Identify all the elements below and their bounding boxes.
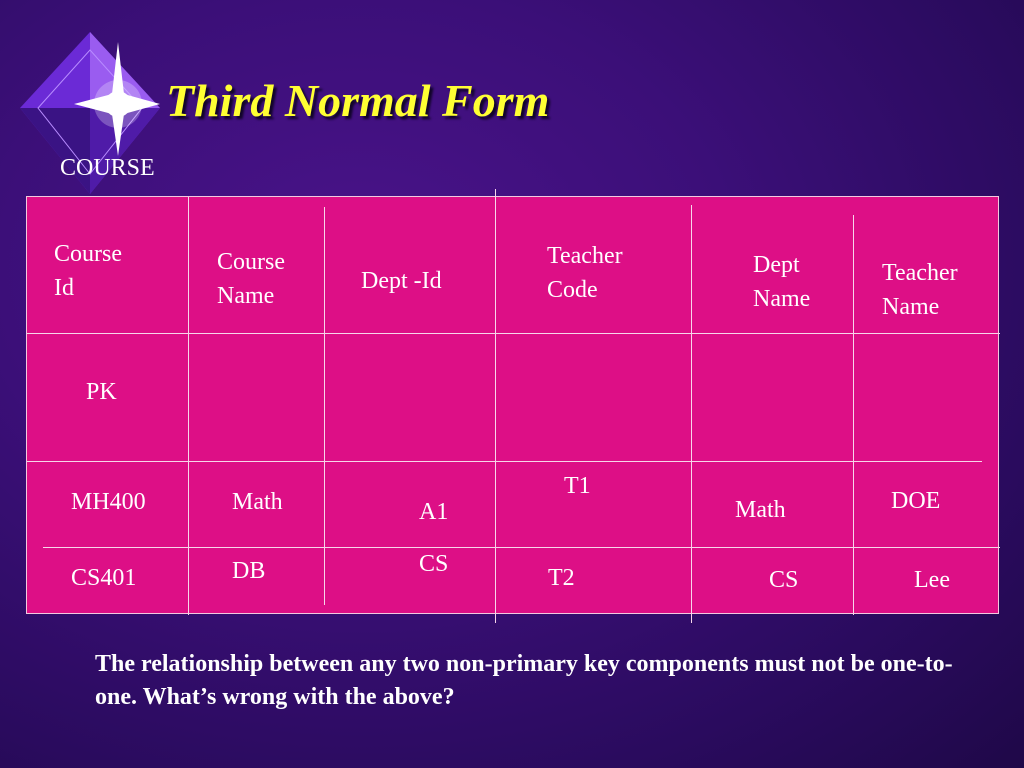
row2-dept-id: CS (419, 551, 449, 577)
slide-title: Third Normal Form (166, 75, 550, 126)
row2-course-id: CS401 (71, 565, 137, 591)
header-teacher-code: Teacher Code (547, 243, 623, 303)
row1-dept-id: A1 (419, 499, 449, 525)
grid-line (27, 461, 982, 462)
row2-course-name: DB (232, 558, 266, 584)
header-course-name: Course Name (217, 249, 285, 309)
grid-line (188, 197, 189, 615)
row1-dept-name: Math (735, 497, 786, 523)
row2-dept-name: CS (769, 567, 799, 593)
row1-course-id: MH400 (71, 489, 146, 515)
grid-line (324, 207, 325, 605)
grid-line (27, 333, 1000, 334)
row2-teacher-code: T2 (548, 565, 575, 591)
grid-line (853, 215, 854, 615)
header-dept-name: Dept Name (753, 252, 811, 312)
header-teacher-name: Teacher Name (882, 260, 958, 320)
row1-course-name: Math (232, 489, 283, 515)
table-name-label: COURSE (60, 155, 155, 181)
row1-teacher-code: T1 (564, 473, 591, 499)
pk-marker: PK (86, 379, 117, 405)
grid-line (691, 205, 692, 623)
header-dept-id: Dept -Id (361, 268, 442, 294)
row1-teacher-name: DOE (891, 488, 941, 514)
explanation-note: The relationship between any two non-primary key components must not be one-to-one. What’s wrong with the above? (95, 651, 953, 710)
row2-teacher-name: Lee (914, 567, 950, 593)
header-course-id: Course Id (54, 241, 122, 301)
grid-line (43, 547, 1000, 548)
grid-line (495, 189, 496, 623)
course-table (26, 196, 999, 614)
